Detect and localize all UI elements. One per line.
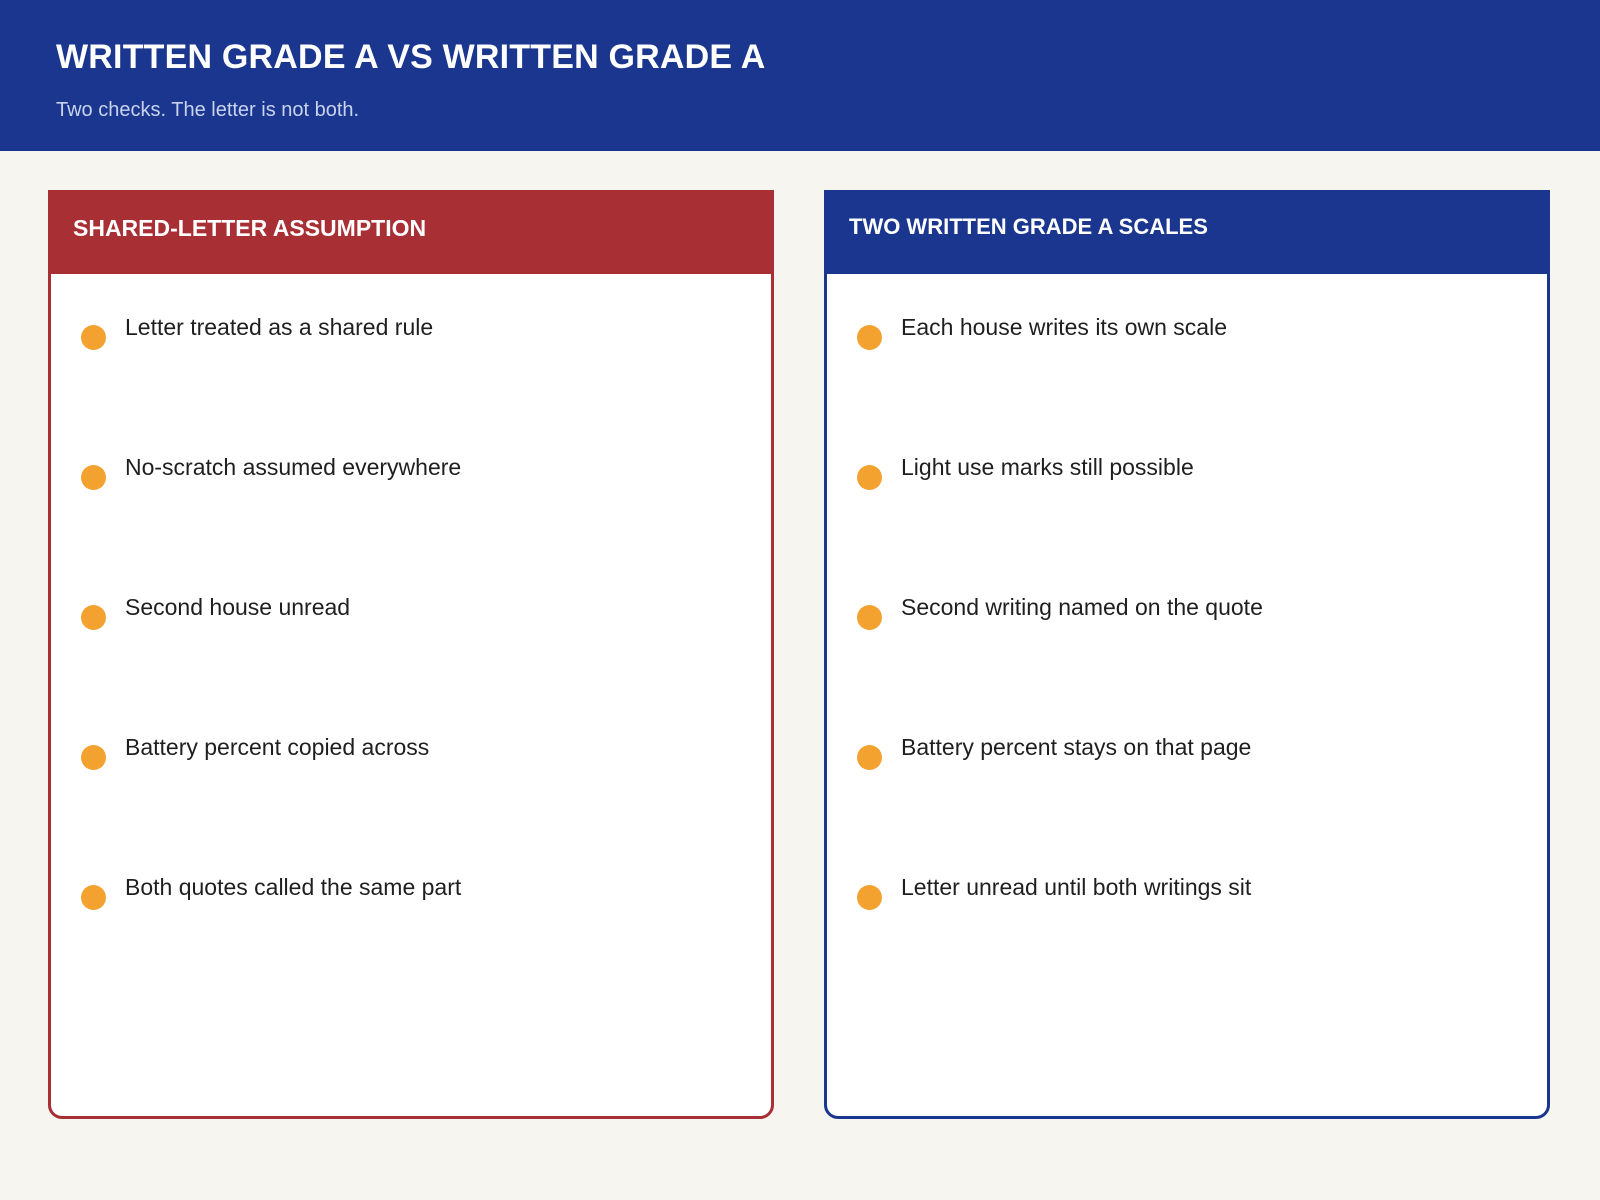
bullet-dot-icon xyxy=(857,745,882,770)
list-item-text: Letter treated as a shared rule xyxy=(125,314,434,340)
page-header xyxy=(0,0,1600,151)
list-item xyxy=(51,834,771,974)
bullet-dot-icon xyxy=(857,465,882,490)
list-item xyxy=(51,274,771,414)
page-title: WRITTEN GRADE A VS WRITTEN GRADE A xyxy=(56,38,766,76)
bullet-dot-icon xyxy=(857,325,882,350)
page-subtitle: Two checks. The letter is not both. xyxy=(56,99,360,121)
list-item xyxy=(827,274,1547,414)
list-item xyxy=(827,414,1547,554)
panel-title: SHARED-LETTER ASSUMPTION xyxy=(73,215,427,241)
bullet-dot-icon xyxy=(81,745,106,770)
bullet-dot-icon xyxy=(857,605,882,630)
bullet-dot-icon xyxy=(857,885,882,910)
list-item-text: Light use marks still possible xyxy=(901,454,1194,480)
list-item xyxy=(827,694,1547,834)
list-item xyxy=(51,694,771,834)
panel-header xyxy=(51,193,771,274)
list-item-text: Second house unread xyxy=(125,594,351,620)
list-item-text: Battery percent copied across xyxy=(125,734,430,760)
panel-title: TWO WRITTEN GRADE A SCALES xyxy=(849,214,1208,239)
bullet-dot-icon xyxy=(81,885,106,910)
bullet-dot-icon xyxy=(81,605,106,630)
list-item xyxy=(827,834,1547,974)
item-list xyxy=(827,274,1547,974)
panel-header xyxy=(827,193,1547,274)
list-item-text: Battery percent stays on that page xyxy=(901,734,1252,760)
list-item-text: Letter unread until both writings sit xyxy=(901,874,1252,900)
list-item xyxy=(51,554,771,694)
list-item xyxy=(51,414,771,554)
bullet-dot-icon xyxy=(81,325,106,350)
list-item-text: Second writing named on the quote xyxy=(901,594,1263,620)
shared-letter-assumption-panel xyxy=(48,190,774,1119)
list-item-text: Both quotes called the same part xyxy=(125,874,462,900)
bullet-dot-icon xyxy=(81,465,106,490)
list-item xyxy=(827,554,1547,694)
list-item-text: Each house writes its own scale xyxy=(901,314,1227,340)
two-written-grade-scales-panel xyxy=(824,190,1550,1119)
list-item-text: No-scratch assumed everywhere xyxy=(125,454,462,480)
item-list xyxy=(51,274,771,974)
